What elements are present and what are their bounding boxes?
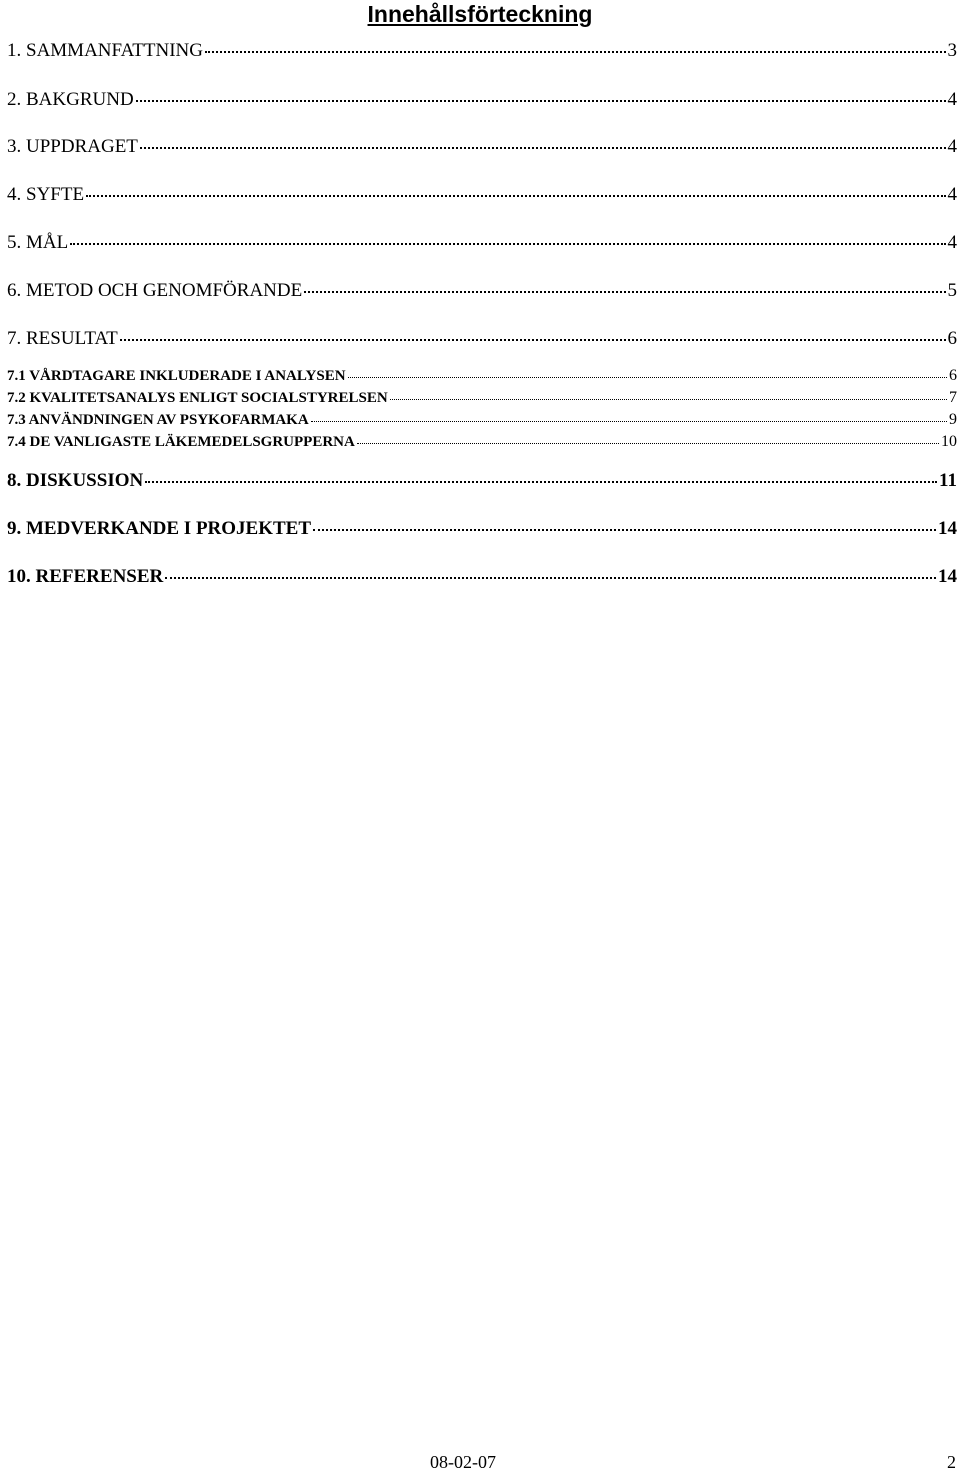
toc-entry-metod[interactable] [7,280,957,302]
toc-entry-7-4[interactable] [7,433,957,451]
toc-entry-referenser[interactable] [7,566,957,588]
toc-entry-label: 3. UPPDRAGET [7,136,138,157]
dot-leader [136,100,946,102]
toc-entry-page: 4 [947,232,957,253]
toc-entry-page: 14 [938,518,957,539]
toc-entry-mal[interactable] [7,232,957,254]
dot-leader [357,443,939,444]
toc-entry-label: 5. MÅL [7,232,69,253]
footer-date: 08-02-07 [430,1452,496,1472]
toc-entry-label: 10. REFERENSER [7,566,164,587]
toc-entry-label: 8. DISKUSSION [7,470,144,491]
toc-entry-label: 7.4 DE VANLIGASTE LÄKEMEDELSGRUPPERNA [7,434,355,450]
toc-entry-label: 6. METOD OCH GENOMFÖRANDE [7,280,303,301]
toc-entry-label: 1. SAMMANFATTNING [7,40,203,61]
page-footer [0,1452,960,1474]
toc-entry-label: 9. MEDVERKANDE I PROJEKTET [7,518,312,539]
dot-leader [70,243,945,245]
dot-leader [313,529,936,531]
toc-entry-page: 5 [947,280,957,301]
toc-entry-page: 10 [941,433,957,450]
toc-entry-page: 7 [949,389,957,406]
toc-entry-medverkande[interactable] [7,518,957,540]
toc-entry-bakgrund[interactable] [7,89,957,111]
toc-entry-page: 4 [947,89,957,110]
toc-entry-page: 9 [949,411,957,428]
dot-leader [311,421,947,422]
toc-entry-page: 6 [949,367,957,384]
toc-entry-label: 7.1 VÅRDTAGARE INKLUDERADE I ANALYSEN [7,368,346,384]
dot-leader [390,399,947,400]
toc-title: Innehållsförteckning [367,1,593,27]
dot-leader [145,481,937,483]
toc-entry-sammanfattning[interactable] [7,40,957,62]
toc-entry-page: 4 [947,136,957,157]
toc-entry-diskussion[interactable] [7,470,957,492]
toc-entry-uppdraget[interactable] [7,136,957,158]
toc-entry-page: 6 [947,328,957,349]
dot-leader [120,339,946,341]
footer-page-number: 2 [947,1452,956,1472]
toc-entry-label: 7.2 KVALITETSANALYS ENLIGT SOCIALSTYRELSEN [7,390,388,406]
dot-leader [348,377,947,378]
dot-leader [165,577,936,579]
toc-entry-label: 7. RESULTAT [7,328,118,349]
toc-entry-label: 7.3 ANVÄNDNINGEN AV PSYKOFARMAKA [7,412,309,428]
toc-entry-page: 3 [947,40,957,61]
toc-entry-7-2[interactable] [7,389,957,407]
toc-entry-label: 4. SYFTE [7,184,85,205]
dot-leader [86,195,945,197]
dot-leader [304,291,945,293]
toc-entry-page: 4 [947,184,957,205]
toc-entry-page: 14 [938,566,957,587]
toc-entry-7-1[interactable] [7,367,957,385]
dot-leader [140,147,946,149]
dot-leader [205,51,946,53]
toc-entry-label: 2. BAKGRUND [7,89,134,110]
toc-entry-syfte[interactable] [7,184,957,206]
toc-entry-resultat[interactable] [7,328,957,350]
toc-entry-page: 11 [939,470,957,491]
toc-entry-7-3[interactable] [7,411,957,429]
